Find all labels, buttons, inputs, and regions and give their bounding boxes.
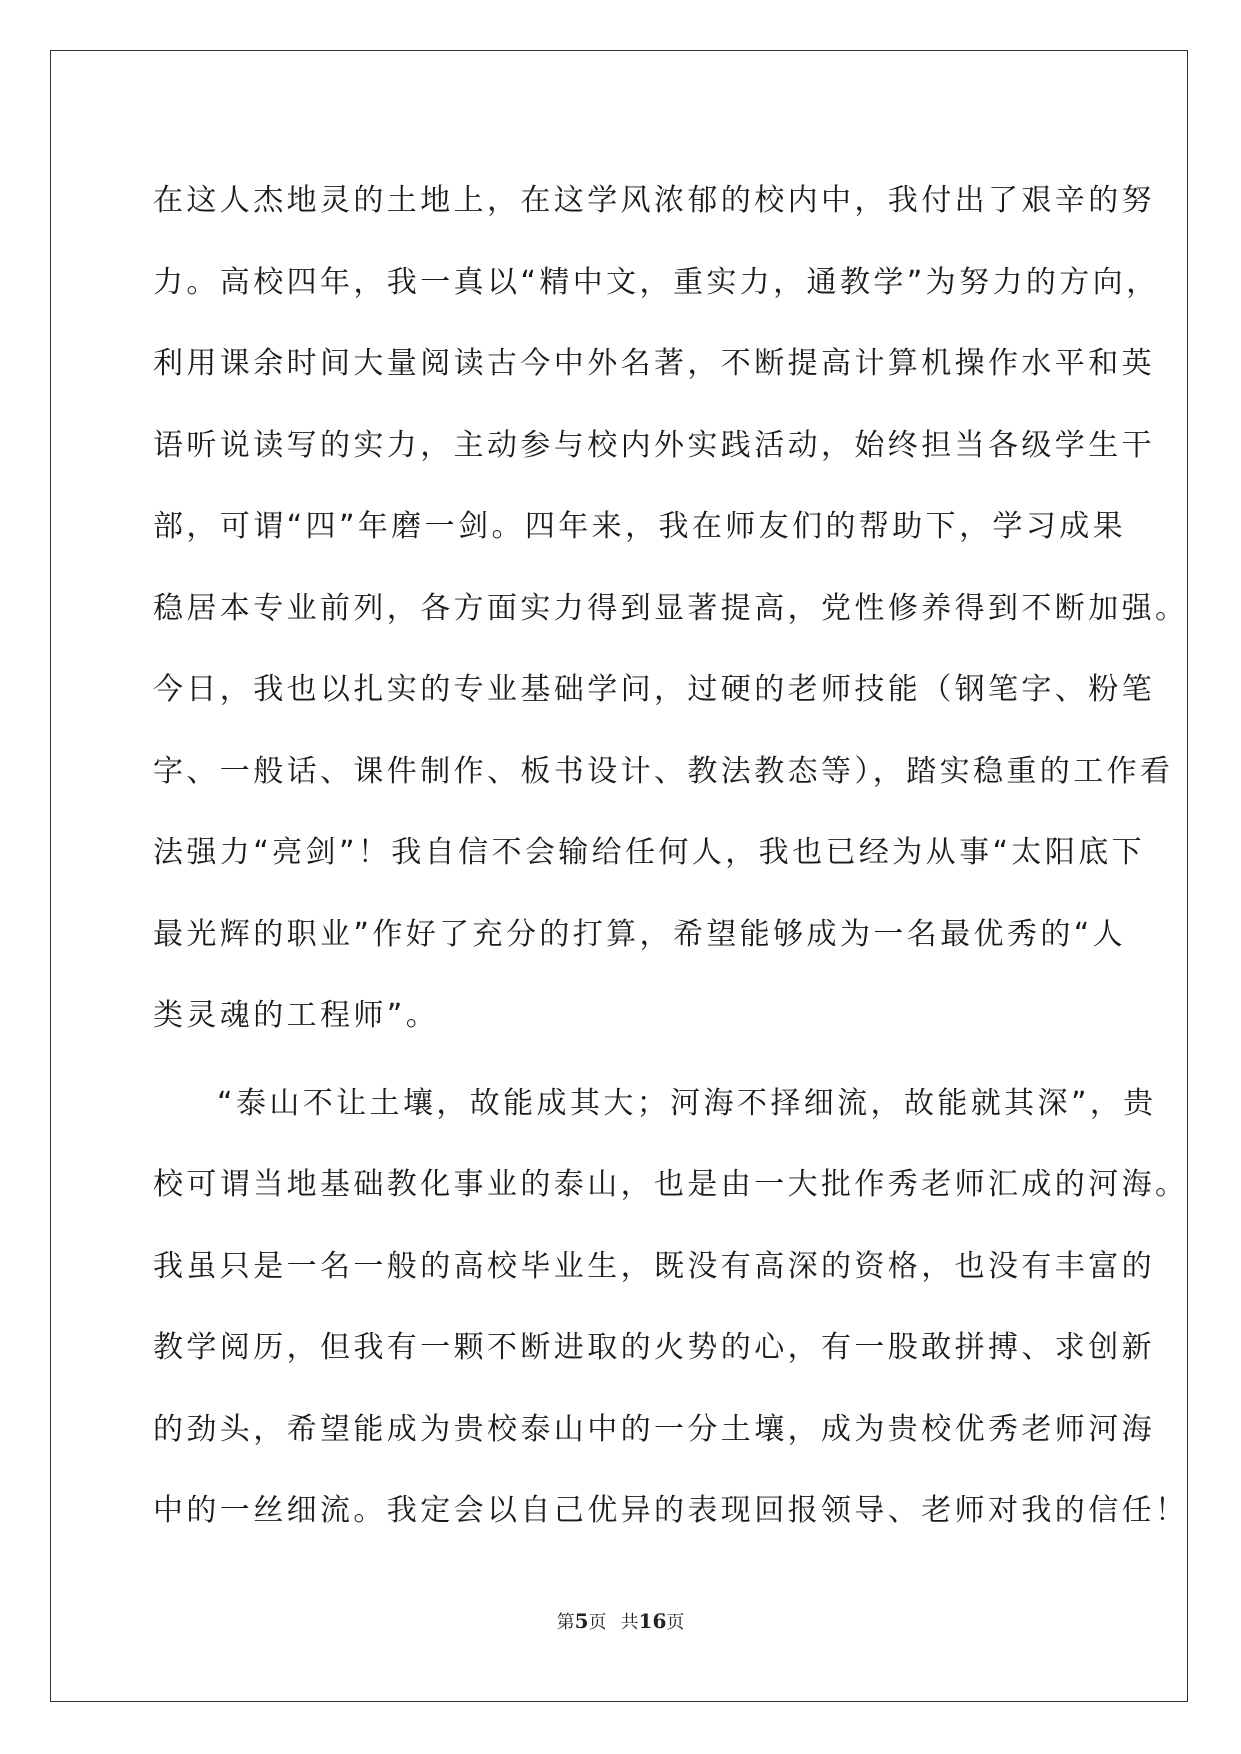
text-line: “泰山不让土壤，故能成其大；河海不择细流，故能就其深”，贵: [217, 1085, 1157, 1121]
total-suffix: 页: [666, 1612, 685, 1633]
text-line: 类灵魂的工程师”。: [153, 998, 440, 1033]
text-line: 稳居本专业前列，各方面实力得到显著提高，党性修养得到不断加强。: [153, 590, 1189, 626]
text-line: 力。高校四年，我一真以“精中文，重实力，通教学”为努力的方向，: [153, 264, 1160, 300]
text-line: 校可谓当地基础教化事业的泰山，也是由一大批作秀老师汇成的河海。: [153, 1167, 1189, 1202]
text-line: 语听说读写的实力，主动参与校内外实践活动，始终担当各级学生干: [153, 427, 1155, 463]
text-line: 教学阅历，但我有一颗不断进取的火势的心，有一股敢拼搏、求创新: [153, 1330, 1155, 1365]
text-line: 的劲头，希望能成为贵校泰山中的一分土壤，成为贵校优秀老师河海: [153, 1411, 1155, 1447]
text-line: 字、一般话、课件制作、板书设计、教法教态等），踏实稳重的工作看: [153, 753, 1174, 789]
text-line: 部，可谓“四”年磨一剑。四年来，我在师友们的帮助下，学习成果: [153, 509, 1127, 544]
text-line: 法强力“亮剑”！我自信不会输给任何人，我也已经为从事“太阳底下: [153, 835, 1146, 870]
document-body: [153, 160, 1189, 1552]
paragraph-2: [153, 1063, 1189, 1552]
text-line: 我虽只是一名一般的高校毕业生，既没有高深的资格，也没有丰富的: [153, 1248, 1155, 1284]
page-suffix: 页: [588, 1612, 607, 1633]
text-line: 在这人杰地灵的土地上，在这学风浓郁的校内中，我付出了艰辛的努: [153, 183, 1155, 218]
page-number: 5: [574, 1609, 589, 1633]
total-pages: 16: [638, 1609, 667, 1633]
page-footer: [0, 1608, 1241, 1634]
text-line: 中的一丝细流。我定会以自己优异的表现回报领导、老师对我的信任！: [153, 1493, 1189, 1528]
page-prefix: 第: [556, 1612, 575, 1633]
paragraph-1: [153, 160, 1189, 1057]
text-line: 最光辉的职业”作好了充分的打算，希望能够成为一名最优秀的“人: [153, 916, 1127, 952]
text-line: 利用课余时间大量阅读古今中外名著，不断提高计算机操作水平和英: [153, 346, 1155, 381]
total-prefix: 共: [620, 1612, 639, 1633]
text-line: 今日，我也以扎实的专业基础学问，过硬的老师技能（钢笔字、粉笔: [153, 672, 1155, 707]
